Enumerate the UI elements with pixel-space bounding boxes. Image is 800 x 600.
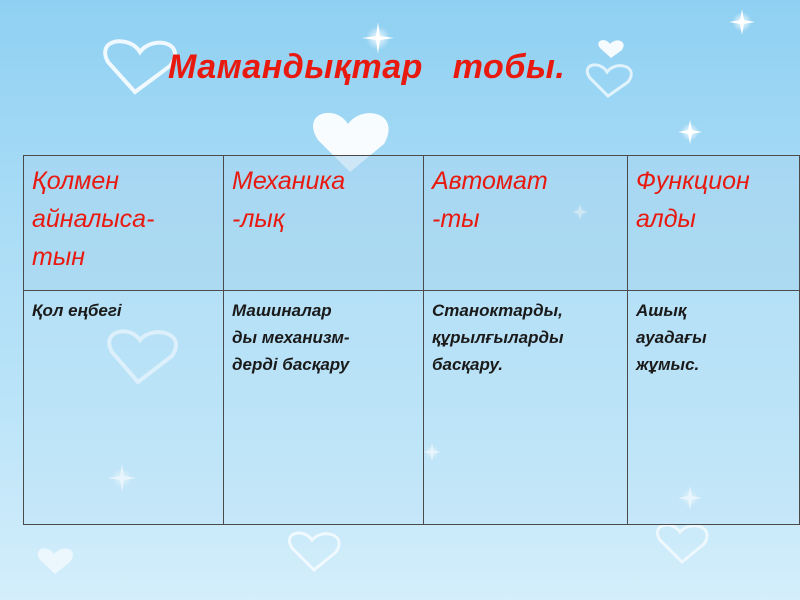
- page-title: Мамандықтар тобы.: [168, 48, 566, 86]
- cell-text-line: басқару.: [432, 355, 503, 374]
- table-cell-mechanical: [224, 291, 424, 525]
- heart-outline-icon: [657, 525, 707, 562]
- cell-text-line: Қол еңбегі: [32, 301, 122, 320]
- cell-text-line: жұмыс.: [636, 355, 700, 374]
- cell-text-line: ауадағы: [636, 328, 707, 347]
- header-cell-functional: [628, 156, 800, 291]
- header-text-line: -лық: [232, 205, 285, 233]
- header-text-line: алды: [636, 205, 696, 233]
- table-cell-manual: [24, 291, 224, 525]
- header-text-line: тын: [32, 243, 85, 271]
- cell-text-line: Машиналар: [232, 301, 332, 320]
- table-cell-automated: [424, 291, 628, 525]
- table-header-row: [24, 156, 800, 291]
- header-cell-automated: [424, 156, 628, 291]
- sparkle-icon: [729, 9, 755, 35]
- header-text-line: айналыса-: [32, 205, 155, 233]
- heart-solid-icon: [598, 40, 623, 58]
- heart-solid-icon: [38, 548, 73, 574]
- header-cell-mechanical: [224, 156, 424, 291]
- table-row: [24, 291, 800, 525]
- cell-text-line: ды механизм-: [232, 328, 350, 347]
- cell-text-line: Ашық: [636, 301, 687, 320]
- header-text-line: Автомат: [432, 167, 548, 195]
- heart-outline-icon: [289, 533, 339, 570]
- heart-outline-icon: [105, 41, 175, 92]
- sparkle-icon: [678, 120, 702, 144]
- header-text-line: Қолмен: [32, 167, 119, 195]
- heart-outline-icon: [587, 65, 631, 96]
- cell-text-line: Станоктарды,: [432, 301, 563, 320]
- cell-text-line: құрылғыларды: [432, 328, 564, 347]
- cell-text-line: дерді басқару: [232, 355, 350, 374]
- header-text-line: Механика: [232, 167, 346, 195]
- header-text-line: Функцион: [636, 167, 750, 195]
- header-cell-manual: [24, 156, 224, 291]
- professions-table: [23, 155, 800, 525]
- header-text-line: -ты: [432, 205, 480, 233]
- table-cell-functional: [628, 291, 800, 525]
